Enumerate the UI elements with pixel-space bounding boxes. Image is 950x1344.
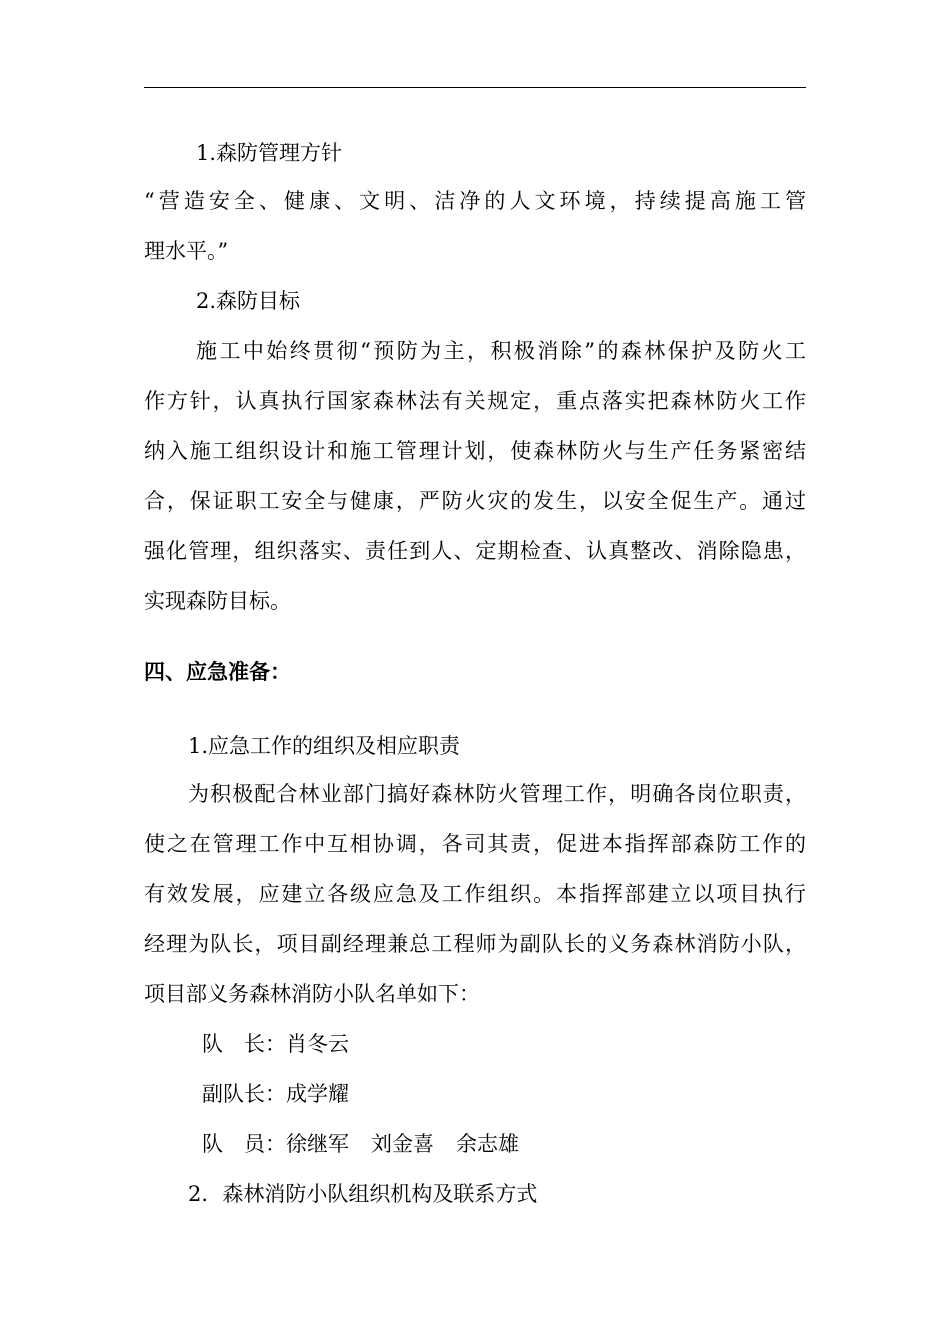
policy-heading: 1.森防管理方针 [196, 141, 343, 165]
goal-heading: 2.森防目标 [196, 289, 301, 313]
goal-paragraph-line-1: 施工中始终贯彻“预防为主，积极消除”的森林保护及防火工 [196, 339, 806, 363]
emergency-paragraph-line-4: 经理为队长，项目副经理兼总工程师为副队长的义务森林消防小队， [144, 932, 806, 956]
policy-quote-line-2: 理水平。” [144, 239, 229, 263]
team-vice-row [202, 1081, 349, 1107]
emergency-paragraph-line-5: 项目部义务森林消防小队名单如下： [144, 982, 480, 1006]
emergency-paragraph-line-1: 为积极配合林业部门搞好森林防火管理工作，明确各岗位职责， [188, 782, 806, 806]
team-captain-row [202, 1031, 349, 1057]
team-member-2: 刘金喜 [371, 1132, 434, 1156]
emergency-sub2-heading: 2．森林消防小队组织机构及联系方式 [188, 1182, 538, 1206]
team-vice-label: 副队长： [202, 1082, 286, 1106]
goal-paragraph-line-4: 合，保证职工安全与健康，严防火灾的发生，以安全促生产。通过 [144, 489, 806, 513]
goal-paragraph-line-2: 作方针，认真执行国家森林法有关规定，重点落实把森林防火工作 [144, 389, 806, 413]
team-vice-name: 成学耀 [286, 1082, 349, 1106]
team-captain-label: 队 长： [202, 1032, 286, 1056]
goal-paragraph-line-6: 实现森防目标。 [144, 589, 291, 613]
emergency-paragraph-line-3: 有效发展，应建立各级应急及工作组织。本指挥部建立以项目执行 [144, 882, 806, 906]
team-members-label: 队 员： [202, 1132, 286, 1156]
emergency-sub1-heading: 1.应急工作的组织及相应职责 [188, 734, 461, 758]
team-member-3: 余志雄 [456, 1132, 519, 1156]
emergency-section-title: 四、应急准备： [144, 659, 291, 684]
team-members-row [202, 1131, 541, 1157]
goal-paragraph-line-5: 强化管理，组织落实、责任到人、定期检查、认真整改、消除隐患， [144, 539, 806, 563]
policy-quote-line-1: “营造安全、健康、文明、洁净的人文环境，持续提高施工管 [144, 189, 806, 213]
goal-paragraph-line-3: 纳入施工组织设计和施工管理计划，使森林防火与生产任务紧密结 [144, 439, 806, 463]
header-rule [144, 87, 806, 88]
emergency-paragraph-line-2: 使之在管理工作中互相协调，各司其责，促进本指挥部森防工作的 [144, 832, 806, 856]
team-captain-name: 肖冬云 [286, 1032, 349, 1056]
team-member-1: 徐继军 [286, 1132, 349, 1156]
